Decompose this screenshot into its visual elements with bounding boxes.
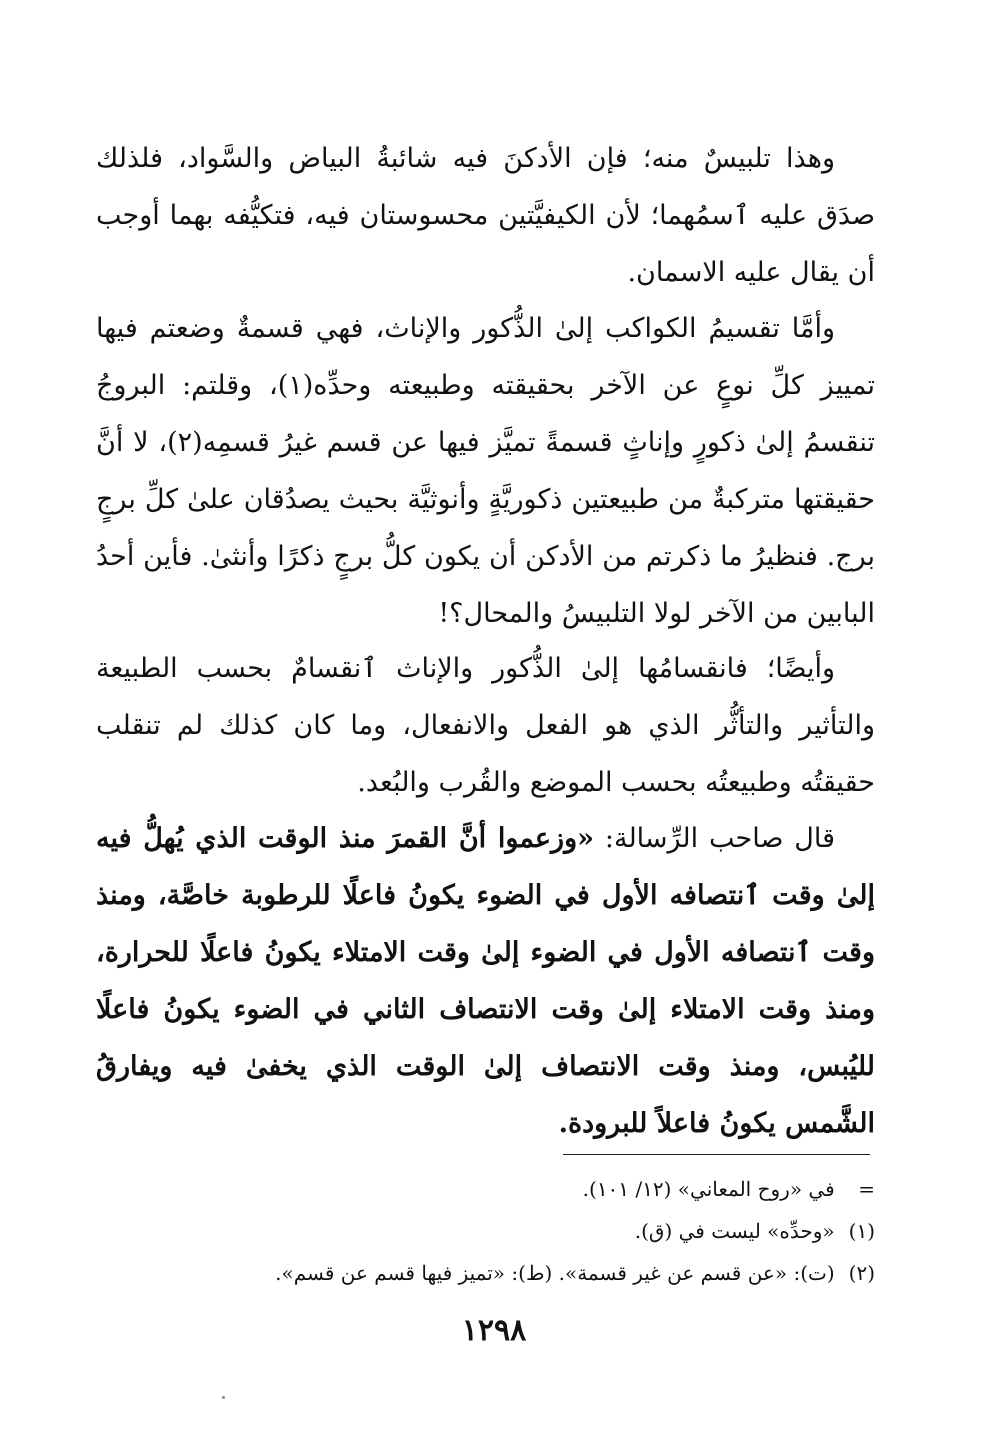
footnote-mark: (٢): [848, 1261, 875, 1285]
footnote-text: (ت): «عن قسم عن غير قسمة». (ط): «تميز فيها قسم عن قسم».: [275, 1261, 835, 1285]
quote-intro: قال صاحب الرِّسالة:: [594, 823, 835, 854]
paragraph-text: [96, 810, 875, 1152]
footnote-divider: [563, 1154, 870, 1155]
paragraph-1: [96, 130, 875, 301]
paragraph-text: وهذا تلبيسٌ منه؛ فإن الأدكنَ فيه شائبةُ البياض والسَّواد، فلذلك صدَق عليه ٱسمُهما؛ لأن الكيفيَّتين محسوستان فيه، فتكيُّفه بهما أوجب أن يقال عليه الاسمان.: [96, 143, 875, 288]
footnote-2: [96, 1252, 875, 1294]
page-number: ١٢٩٨: [461, 1313, 527, 1348]
quoted-text: «وزعموا أنَّ القمرَ منذ الوقت الذي يُهلُّ فيه إلىٰ وقت ٱنتصافه الأول في الضوء يكونُ فاعلًا للرطوبة خاصَّة، ومنذ وقت ٱنتصافه الأول في الضوء إلىٰ وقت الامتلاء يكونُ فاعلًا للحرارة، ومنذ وقت الامتلاء إلىٰ وقت الانتصاف الثاني في الضوء يكونُ فاعلًا لليُبس، ومنذ وقت الانتصاف إلىٰ الوقت الذي يخفىٰ فيه ويفارقُ الشَّمس يكونُ فاعلاً للبرودة.: [96, 823, 875, 1139]
footnote-1: [96, 1210, 875, 1252]
footnote-continued: [96, 1168, 875, 1210]
paragraph-text: وأمَّا تقسيمُ الكواكب إلىٰ الذُّكور والإناث، فهي قسمةٌ وضعتم فيها تمييز كلِّ نوعٍ عن الآخر بحقيقته وطبيعته وحدِّه(١)، وقلتم: البروجُ تنقسمُ إلىٰ ذكورٍ وإناثٍ قسمةً تميَّز فيها عن قسم غيرُ قسمِه(٢)، لا أنَّ حقيقتها متركبةٌ من طبيعتين ذكوريَّةٍ وأنوثيَّة بحيث يصدُقان علىٰ كلِّ برجٍ برج. فنظيرُ ما ذكرتم من الأدكن أن يكون كلُّ برجٍ ذكرًا وأنثىٰ. فأين أحدُ البابين من الآخر لولا التلبيسُ والمحال؟!: [96, 313, 875, 629]
footnote-mark: =: [858, 1177, 875, 1201]
paragraph-3: [96, 640, 875, 811]
footnote-text: في «روح المعاني» (١٢/ ١٠١).: [582, 1177, 835, 1201]
paragraph-text: وأيضًا؛ فانقسامُها إلىٰ الذُّكور والإناث ٱنقسامٌ بحسب الطبيعة والتأثير والتأثُّر الذي هو الفعل والانفعال، وما كان كذلك لم تنقلب حقيقتُه وطبيعتُه بحسب الموضع والقُرب والبُعد.: [96, 653, 875, 798]
scan-speck: [222, 1396, 225, 1399]
footnote-mark: (١): [848, 1219, 875, 1243]
paragraph-2: [96, 300, 875, 642]
footnote-text: «وحدِّه» ليست في (ق).: [634, 1219, 835, 1243]
paragraph-quote: [96, 810, 875, 1152]
footnotes: [96, 1168, 875, 1294]
